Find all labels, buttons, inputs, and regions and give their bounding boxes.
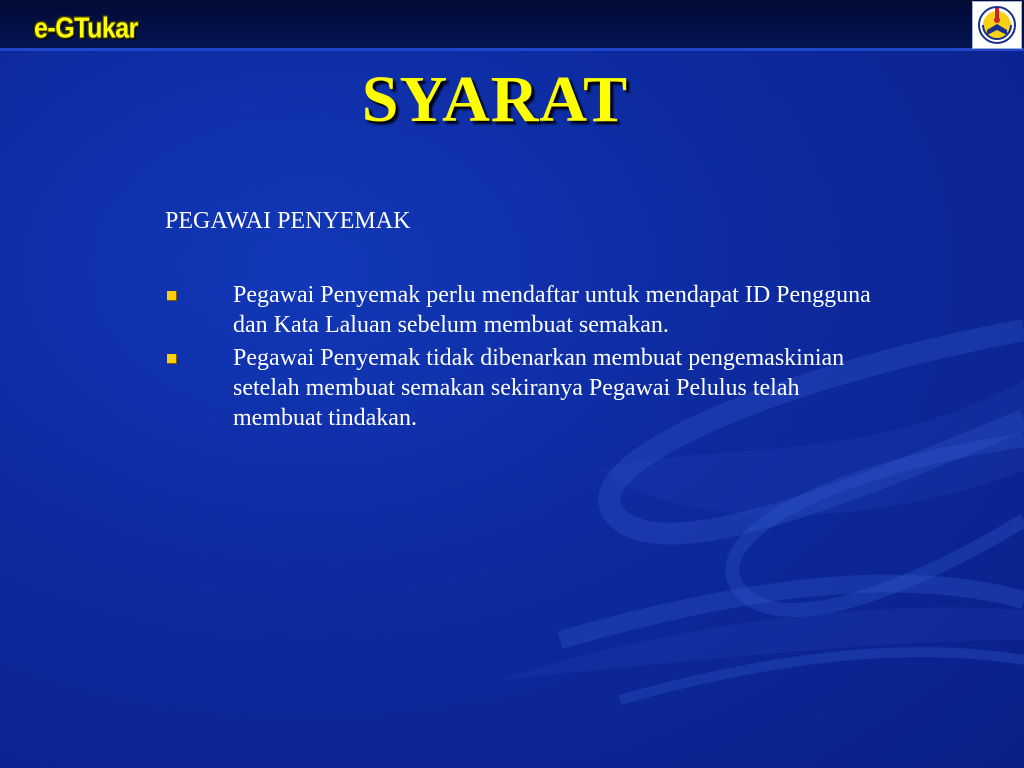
list-item (165, 280, 885, 340)
slide-title: SYARAT (361, 63, 629, 136)
square-bullet-icon (167, 354, 177, 364)
bullet-text: Pegawai Penyemak tidak dibenarkan membuat pengemaskinian setelah membuat semakan sekiranya Pegawai Pelulus telah membuat tindakan. (233, 345, 845, 431)
brand-logo-text: e-GTukar (34, 12, 138, 45)
bullet-text: Pegawai Penyemak perlu mendaftar untuk mendapat ID Pengguna dan Kata Laluan sebelum membuat semakan. (233, 282, 871, 338)
square-bullet-icon (167, 291, 177, 301)
header-bar (0, 0, 1024, 50)
list-item (165, 343, 885, 433)
header-divider (0, 48, 1024, 51)
section-heading: PEGAWAI PENYEMAK (165, 208, 411, 234)
malaysia-education-crest-icon (972, 1, 1022, 49)
bullet-list (165, 280, 885, 436)
